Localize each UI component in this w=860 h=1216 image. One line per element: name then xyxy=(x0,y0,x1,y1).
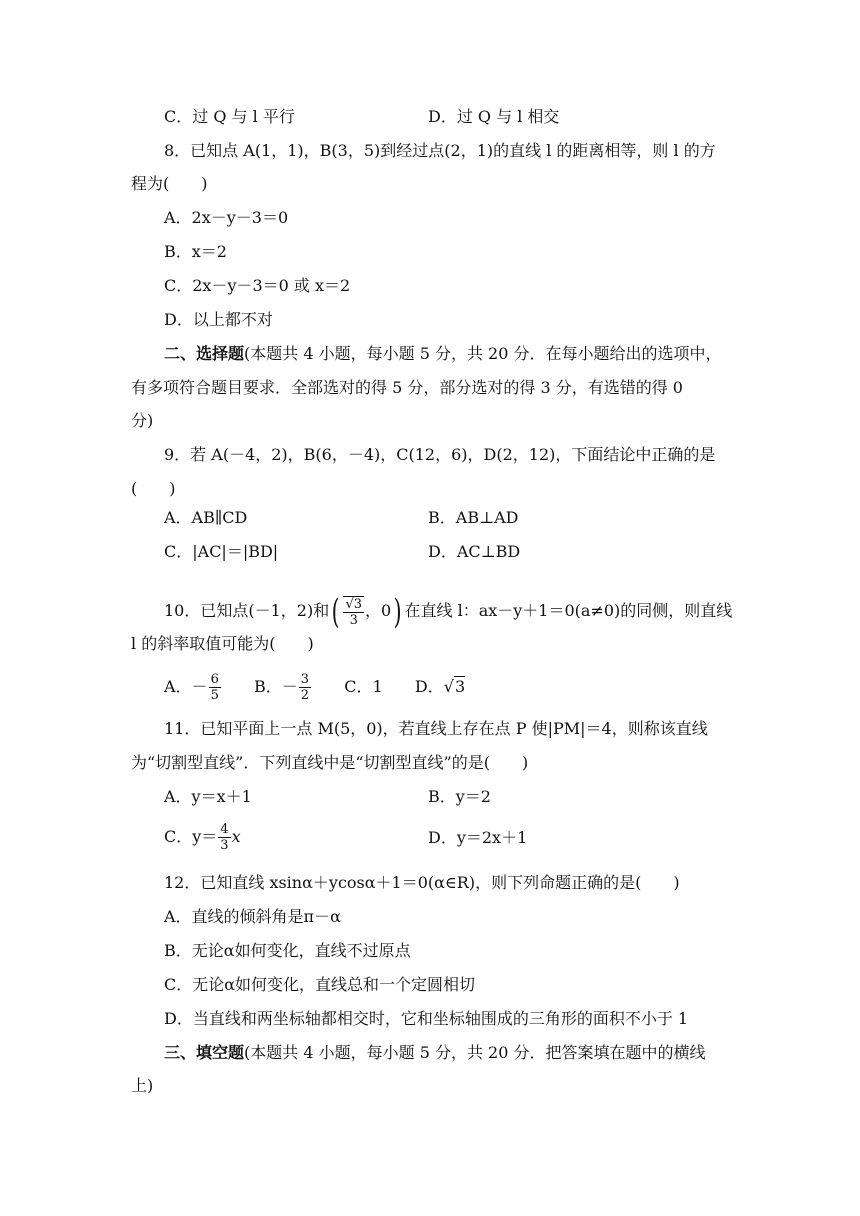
q10-point-fraction: $\frac{√3}{3}$ xyxy=(345,596,363,628)
q8-option-b: B．x＝2 xyxy=(164,242,227,261)
q9-option-c: C．|AC|＝|BD| xyxy=(164,542,279,561)
q11-option-c: C．y＝ $\frac{4}{3}$ x xyxy=(164,822,241,853)
q8-option-c: C．2x－y－3＝0 或 x＝2 xyxy=(164,276,351,295)
q10-option-c: C．1 xyxy=(344,677,383,696)
q10-point-rest: ，0 xyxy=(365,601,392,620)
q11-stem-line2: 为“切割型直线”．下列直线中是“切割型直线”的是( ) xyxy=(131,753,529,772)
sqrt-icon: √ xyxy=(443,677,454,696)
right-paren-icon: ) xyxy=(393,591,402,632)
q10-stem-suffix: 在直线 l：ax－y＋1＝0(a≠0)的同侧，则直线 xyxy=(404,601,733,620)
q7-option-c: C．过 Q 与 l 平行 xyxy=(164,107,295,126)
q11-stem-line1: 11．已知平面上一点 M(5，0)，若直线上存在点 P 使|PM|＝4，则称该直线 xyxy=(164,719,708,738)
section2-desc3: 分) xyxy=(131,411,154,430)
section2-desc2: 有多项符合题目要求．全部选对的得 5 分，部分选对的得 3 分，有选错的得 0 xyxy=(131,378,683,397)
q8-option-a: A．2x－y－3＝0 xyxy=(164,208,289,227)
q10-options xyxy=(164,670,465,704)
q9-option-b: B．AB⊥AD xyxy=(428,508,519,527)
q10-stem-prefix: 10．已知点(－1，2)和 xyxy=(164,601,330,620)
q12-option-c: C．无论α如何变化，直线总和一个定圆相切 xyxy=(164,975,476,994)
section3-desc2: 上) xyxy=(131,1076,154,1095)
q12-option-b: B．无论α如何变化，直线不过原点 xyxy=(164,941,411,960)
q12-stem: 12．已知直线 xsinα＋ycosα＋1＝0(α∈R)，则下列命题正确的是( ) xyxy=(164,873,680,892)
q9-option-d: D．AC⊥BD xyxy=(428,542,521,561)
q8-stem-line1: 8．已知点 A(1，1)，B(3，5)到经过点(2，1)的直线 l 的距离相等，则 l 的方 xyxy=(164,141,716,160)
q11-option-b: B．y＝2 xyxy=(428,787,491,806)
q11-option-d: D．y＝2x＋1 xyxy=(428,828,528,847)
q10-option-a: A．－ $\frac{6}{5}$ xyxy=(164,672,219,703)
section3-title: 三、填空题 xyxy=(164,1043,245,1062)
q7-option-d: D．过 Q 与 l 相交 xyxy=(428,107,560,126)
section2-desc1: (本题共 4 小题，每小题 5 分，共 20 分．在每小题给出的选项中， xyxy=(244,344,722,363)
q9-option-a: A．AB∥CD xyxy=(164,508,248,527)
q10-option-b: B．－ $\frac{3}{2}$ xyxy=(254,672,310,703)
q12-option-a: A．直线的倾斜角是π－α xyxy=(164,907,341,926)
q11-option-a: A．y＝x＋1 xyxy=(164,787,252,806)
q8-stem-line2: 程为( ) xyxy=(131,174,208,193)
q12-option-d: D．当直线和两坐标轴都相交时，它和坐标轴围成的三角形的面积不小于 1 xyxy=(164,1009,689,1028)
section2-line1 xyxy=(164,344,722,364)
q10-option-d: D．√3 xyxy=(414,677,466,696)
q10-stem-line1 xyxy=(164,591,733,632)
section3-desc1: (本题共 4 小题，每小题 5 分，共 20 分．把答案填在题中的横线 xyxy=(244,1043,706,1062)
section2-title: 二、选择题 xyxy=(164,344,245,363)
left-paren-icon: ( xyxy=(331,591,340,632)
q9-stem-line2: ( ) xyxy=(131,479,176,498)
q9-stem-line1: 9．若 A(－4，2)，B(6，－4)，C(12，6)，D(2，12)，下面结论中正确的是 xyxy=(164,445,716,464)
q10-stem-line2: l 的斜率取值可能为( ) xyxy=(131,634,314,653)
section3-line1 xyxy=(164,1043,706,1063)
q8-option-d: D．以上都不对 xyxy=(164,310,273,329)
